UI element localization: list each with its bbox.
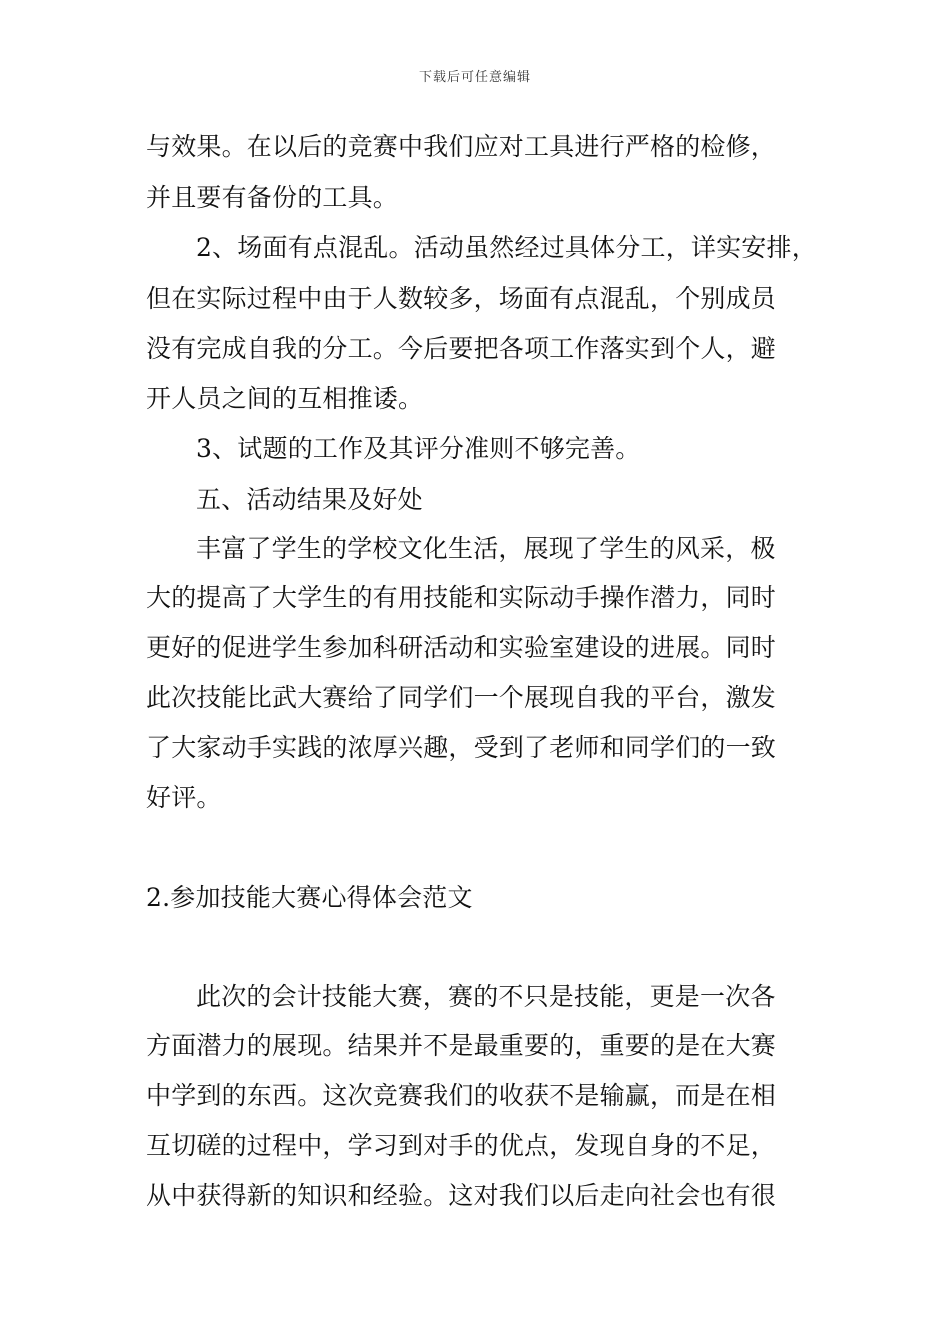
- article-title: 2.参加技能大赛心得体会范文: [146, 883, 473, 912]
- text-line: 但在实际过程中由于人数较多，场面有点混乱，个别成员: [146, 284, 777, 313]
- text-line: 此次技能比武大赛给了同学们一个展现自我的平台，激发: [146, 683, 777, 712]
- text-line: 开人员之间的互相推诿。: [146, 384, 424, 413]
- text-line: 丰富了学生的学校文化生活，展现了学生的风采，极: [196, 534, 776, 563]
- text-line: 此次的会计技能大赛，赛的不只是技能，更是一次各: [196, 982, 776, 1011]
- text-line: 更好的促进学生参加科研活动和实验室建设的进展。同时: [146, 633, 777, 662]
- text-line: 并且要有备份的工具。: [146, 183, 399, 212]
- section-heading: 五、活动结果及好处: [196, 485, 423, 514]
- text-line: 好评。: [146, 783, 222, 812]
- page-header: 下载后可任意编辑: [418, 70, 531, 85]
- text-line: 2、场面有点混乱。活动虽然经过具体分工，详实安排，: [196, 233, 817, 262]
- text-line: 没有完成自我的分工。今后要把各项工作落实到个人，避: [146, 334, 777, 363]
- text-line: 大的提高了大学生的有用技能和实际动手操作潜力，同时: [146, 583, 777, 612]
- text-line: 从中获得新的知识和经验。这对我们以后走向社会也有很: [146, 1181, 777, 1210]
- text-line: 3、试题的工作及其评分准则不够完善。: [196, 434, 641, 463]
- text-line: 与效果。在以后的竞赛中我们应对工具进行严格的检修，: [146, 132, 777, 161]
- text-line: 中学到的东西。这次竞赛我们的收获不是输赢，而是在相: [146, 1081, 777, 1110]
- text-line: 了大家动手实践的浓厚兴趣，受到了老师和同学们的一致: [146, 733, 777, 762]
- text-line: 互切磋的过程中，学习到对手的优点，发现自身的不足，: [146, 1131, 777, 1160]
- text-line: 方面潜力的展现。结果并不是最重要的，重要的是在大赛: [146, 1031, 777, 1060]
